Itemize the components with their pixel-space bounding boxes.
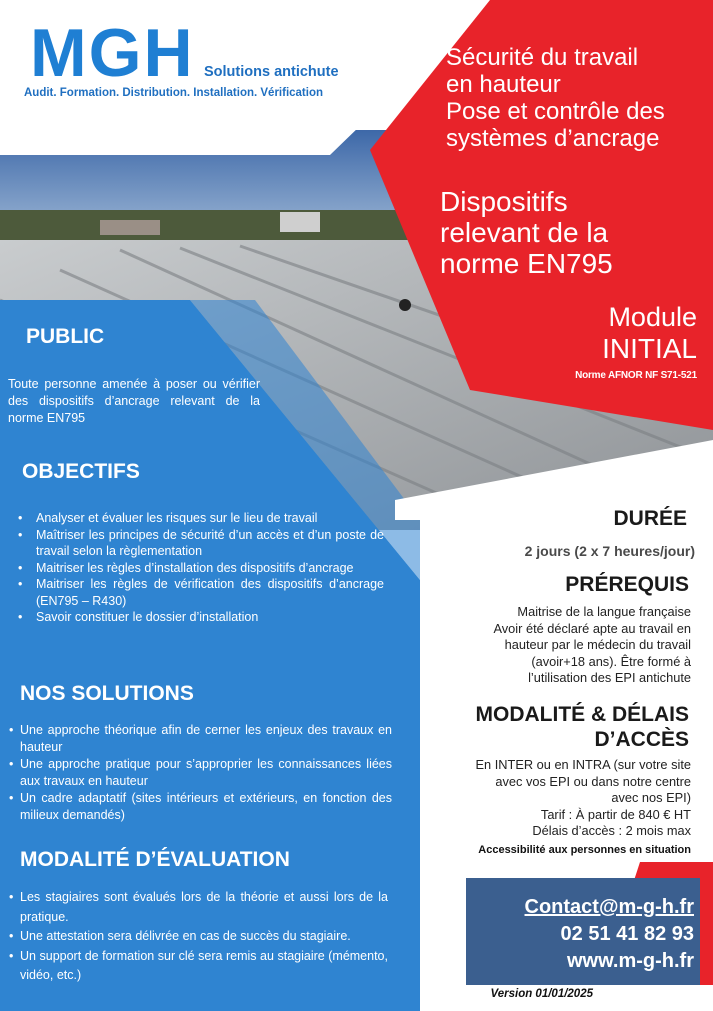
subtitle-line: Dispositifs <box>440 186 568 217</box>
evaluation-heading: MODALITÉ D’ÉVALUATION <box>20 848 290 871</box>
prerequis-line: l’utilisation des EPI antichute <box>528 670 691 685</box>
modalite-line: Délais d’accès : 2 mois max <box>532 823 691 838</box>
contact-email-link[interactable]: Contact@m-g-h.fr <box>524 896 694 918</box>
public-heading: PUBLIC <box>26 325 105 348</box>
modalite-heading-line: D’ACCÈS <box>594 728 689 751</box>
title-line: en hauteur <box>446 71 561 98</box>
objectifs-heading: OBJECTIFS <box>22 460 140 483</box>
list-item: • Une approche pratique pour s’approprier les connaissances liées aux travaux en hauteur <box>8 756 392 790</box>
modalite-heading <box>419 702 689 752</box>
subtitle-line: norme EN795 <box>440 248 613 279</box>
list-item: • Les stagiaires sont évalués lors de la théorie et aussi lors de la pratique. <box>8 888 388 927</box>
prerequis-line: (avoir+18 ans). Être formé à <box>531 653 691 669</box>
logo-subtitle: Solutions antichute <box>204 64 339 80</box>
modalite-text <box>401 757 691 840</box>
modalite-line: En INTER ou en INTRA (sur votre site <box>475 757 691 772</box>
main-title <box>446 44 711 152</box>
prerequis-text <box>421 604 691 687</box>
evaluation-list <box>8 888 388 986</box>
prerequis-line: Maitrise de la langue française <box>517 604 691 619</box>
solutions-list <box>8 722 392 824</box>
solutions-heading: NOS SOLUTIONS <box>20 682 194 705</box>
contact-website-link[interactable]: www.m-g-h.fr <box>566 950 694 972</box>
duree-heading: DURÉE <box>613 507 687 530</box>
objectifs-list <box>14 510 384 626</box>
list-item: • Analyser et évaluer les risques sur le lieu de travail <box>14 510 384 527</box>
subtitle <box>440 186 705 279</box>
contact-phone: 02 51 41 82 93 <box>560 923 694 945</box>
module-level: INITIAL <box>602 333 697 364</box>
logo-tagline: Audit. Formation. Distribution. Installation. Vérification <box>24 87 324 99</box>
modalite-line: avec vos EPI ou dans notre centre <box>495 773 691 789</box>
list-item: • Un cadre adaptatif (sites intérieurs et extérieurs, en fonction des milieux demandés) <box>8 790 392 824</box>
prerequis-line: hauteur par le médecin du travail <box>504 637 691 652</box>
title-line: Pose et contrôle des <box>446 98 665 125</box>
module-label: Module <box>608 302 697 332</box>
accessibility-text: Accessibilité aux personnes en situation <box>478 844 691 856</box>
modalite-line: Tarif : À partir de 840 € HT <box>540 806 691 822</box>
public-text: Toute personne amenée à poser ou vérifier des dispositifs d’ancrage relevant de la norme EN795 <box>8 377 260 425</box>
duree-text: 2 jours (2 x 7 heures/jour) <box>524 543 695 559</box>
title-line: Sécurité du travail <box>446 44 639 71</box>
company-logo <box>22 15 352 108</box>
list-item: • Maitriser les règles d’installation des dispositifs d’ancrage <box>14 560 384 577</box>
list-item: • Savoir constituer le dossier d’installation <box>14 609 384 626</box>
list-item: • Maîtriser les principes de sécurité d’un accès et d’un poste de travail selon la règlementation <box>14 527 384 560</box>
modalite-line: avec nos EPI) <box>611 790 691 805</box>
list-item: • Une approche théorique afin de cerner les enjeux des travaux en hauteur <box>8 722 392 756</box>
list-item: • Maitriser les règles de vérification des dispositifs d’ancrage (EN795 – R430) <box>14 576 384 609</box>
modalite-heading-line: MODALITÉ & DÉLAIS <box>475 703 689 726</box>
list-item: • Un support de formation sur clé sera remis au stagiaire (mémento, vidéo, etc.) <box>8 947 388 986</box>
version-label: Version 01/01/2025 <box>490 988 593 1000</box>
subtitle-line: relevant de la <box>440 217 609 248</box>
prerequis-line: Avoir été déclaré apte au travail en <box>493 620 691 636</box>
norme-label: Norme AFNOR NF S71-521 <box>575 370 697 381</box>
prerequis-heading: PRÉREQUIS <box>565 573 689 596</box>
list-item: • Une attestation sera délivrée en cas de succès du stagiaire. <box>8 927 388 947</box>
contact-box <box>466 878 706 983</box>
logo-letters: MGH <box>30 15 195 91</box>
title-line: systèmes d’ancrage <box>446 125 660 152</box>
